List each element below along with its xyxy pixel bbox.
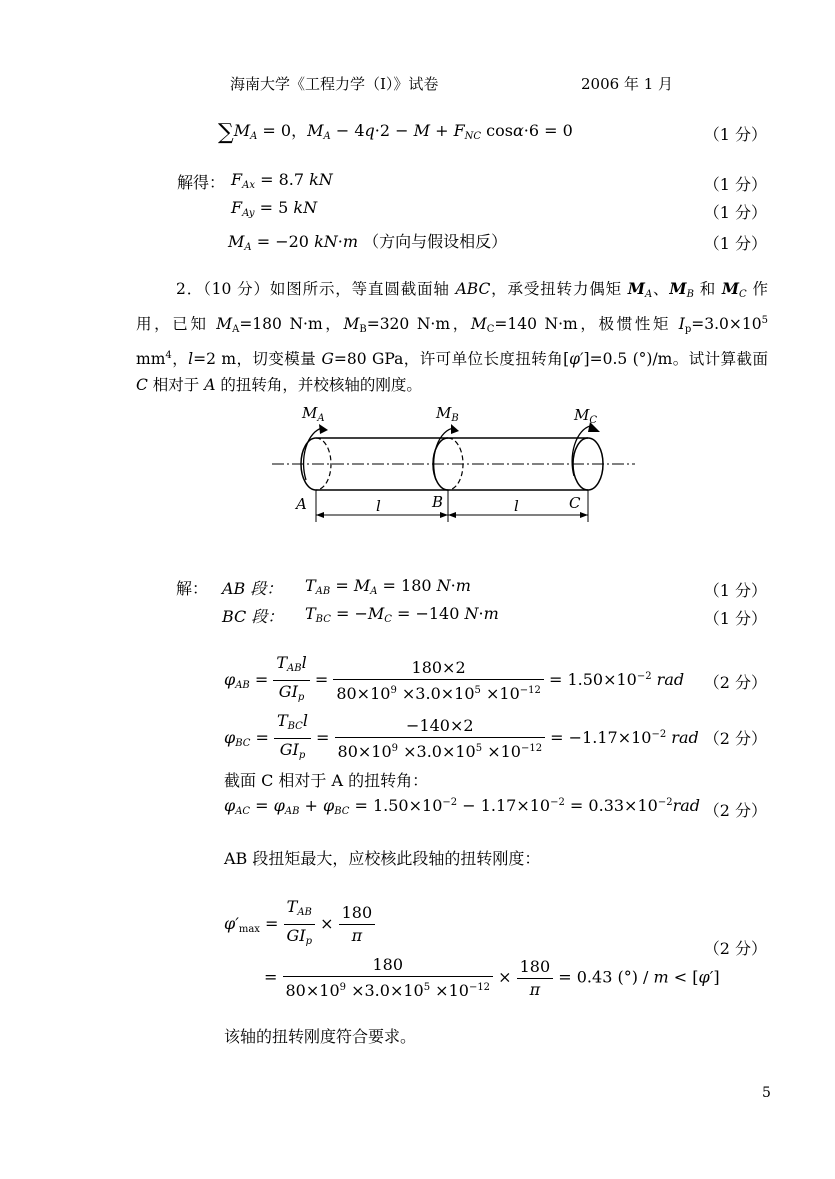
- result-fax: $F_{Ax} = 8.7$ kN: [231, 170, 333, 191]
- result-ma-note: （方向与假设相反）: [363, 232, 508, 251]
- text-conclusion: 该轴的扭转刚度符合要求。: [224, 1027, 417, 1046]
- label-b: B: [432, 493, 444, 511]
- label-mb: $M_B$: [436, 404, 459, 424]
- score-tbc: （1 分）: [703, 609, 767, 628]
- score-phi-ac: （2 分）: [703, 801, 767, 820]
- phi-ab-numerator: 180×2: [333, 657, 544, 680]
- score-tab: （1 分）: [703, 581, 767, 600]
- dim-arrow-a: [316, 512, 324, 518]
- page-number: 5: [762, 1085, 771, 1101]
- equation-phi-max-2: = $\frac{180}{80\times 10^9 \times 3.0\times 10^5 \times 10^{-12}}$ × $\frac{180}{\pi}$ = 0.43 (°) / m < [φ′]: [264, 955, 720, 1000]
- result-ma: $M_A = -20$ kN·m （方向与假设相反）: [228, 232, 508, 253]
- label-l1: l: [376, 497, 381, 515]
- moment-a-arrow: [304, 428, 322, 480]
- solve-label: 解得：: [177, 173, 226, 192]
- label-mc: $M_C$: [574, 406, 598, 426]
- label-a: A: [296, 495, 307, 513]
- equation-phi-ac: $\varphi_{AC} = \varphi_{AB} + \varphi_{BC} = 1.50\times 10^{-2} - 1.17\times 10^{-2} = 0.33\times 10^{-2}rad$: [224, 796, 700, 817]
- solution-label: 解：: [176, 579, 209, 598]
- equation-phi-ab: $\varphi_{AB}$ = $\frac{T_{AB}l}{GI_p}$ = $\frac{180\times 2}{80\times 10^9 \times 3.0\times 10^5 \times 10^{-12}}$ = $1.50\times 10^{-2}$ rad: [224, 653, 685, 703]
- dim-arrow-b-left: [440, 512, 448, 518]
- segment-ab-label: AB 段：: [222, 579, 283, 598]
- score-phi-bc: （2 分）: [703, 729, 767, 748]
- dim-arrow-b-right: [448, 512, 456, 518]
- equation-phi-bc: $\varphi_{BC}$ = $\frac{T_{BC}l}{GI_p}$ = $\frac{-140\times 2}{80\times 10^9 \times 3.0\times 10^5 \times 10^{-12}}$ = $-1.17\times 10^{-2}$ rad: [224, 711, 699, 761]
- phi-bc-numerator: −140×2: [335, 715, 546, 738]
- label-ma: $M_A$: [302, 404, 325, 424]
- score-phi-max: （2 分）: [703, 939, 767, 958]
- score-fay: （1 分）: [703, 203, 767, 222]
- result-fay: $F_{Ay} = 5$ kN: [231, 198, 318, 219]
- phi-ab-denominator: $80\times 10^9 \times 3.0\times 10^5 \times 10^{-12}$: [336, 683, 541, 703]
- moment-b-arrow: [434, 428, 454, 480]
- text-max-torque-note: AB 段扭矩最大，应校核此段轴的扭转刚度：: [224, 849, 541, 868]
- equation-tbc: $T_{BC} = -M_C = -140$ N·m: [305, 604, 499, 625]
- problem-2-statement: 2．（10 分）如图所示，等直圆截面轴 ABC，承受扭转力偶矩 $M_A$、$M_B$ 和 $M_C$ 作用，已知 $M_A=180$ N·m，$M_B=320$ N·m，$M_C=140$ N·m，极惯性矩 $I_p=3.0\times 10^5$ $mm^4$，l=2 m，切变模量 G=80 GPa，许可单位长度扭转角[φ′]=0.5 (°)/m。试计算截面 C 相对于 A 的扭转角，并校核轴的刚度。: [136, 279, 769, 394]
- score-ma: （1 分）: [703, 234, 767, 253]
- equation-tab: $T_{AB} = M_A = 180$ N·m: [305, 576, 471, 597]
- header-title: 海南大学《工程力学（I）》试卷: [230, 75, 439, 93]
- header-date: 2006 年 1 月: [581, 75, 674, 93]
- moment-a-arrowhead: [319, 424, 328, 434]
- score-fax: （1 分）: [703, 175, 767, 194]
- score-sum-moment: （1 分）: [703, 125, 767, 144]
- equation-sum-moment: $\sum M_A = 0$，$M_A - 4q\cdot 2 - M + F_{NC}$ cosα·6 = 0: [218, 120, 573, 145]
- equation-phi-max-1: $\varphi'_{max}$ = $\frac{T_{AB}}{GI_p}$ × $\frac{180}{\pi}$: [224, 896, 375, 953]
- phi-bc-denominator: $80\times 10^9 \times 3.0\times 10^5 \times 10^{-12}$: [337, 741, 543, 761]
- segment-bc-label: BC 段：: [222, 607, 284, 626]
- dim-arrow-c: [580, 512, 588, 518]
- label-c: C: [569, 494, 581, 512]
- score-phi-ab: （2 分）: [703, 673, 767, 692]
- text-c-relative: 截面 C 相对于 A 的扭转角：: [224, 771, 429, 790]
- moment-b-arrowhead: [451, 424, 459, 434]
- label-l2: l: [514, 497, 519, 515]
